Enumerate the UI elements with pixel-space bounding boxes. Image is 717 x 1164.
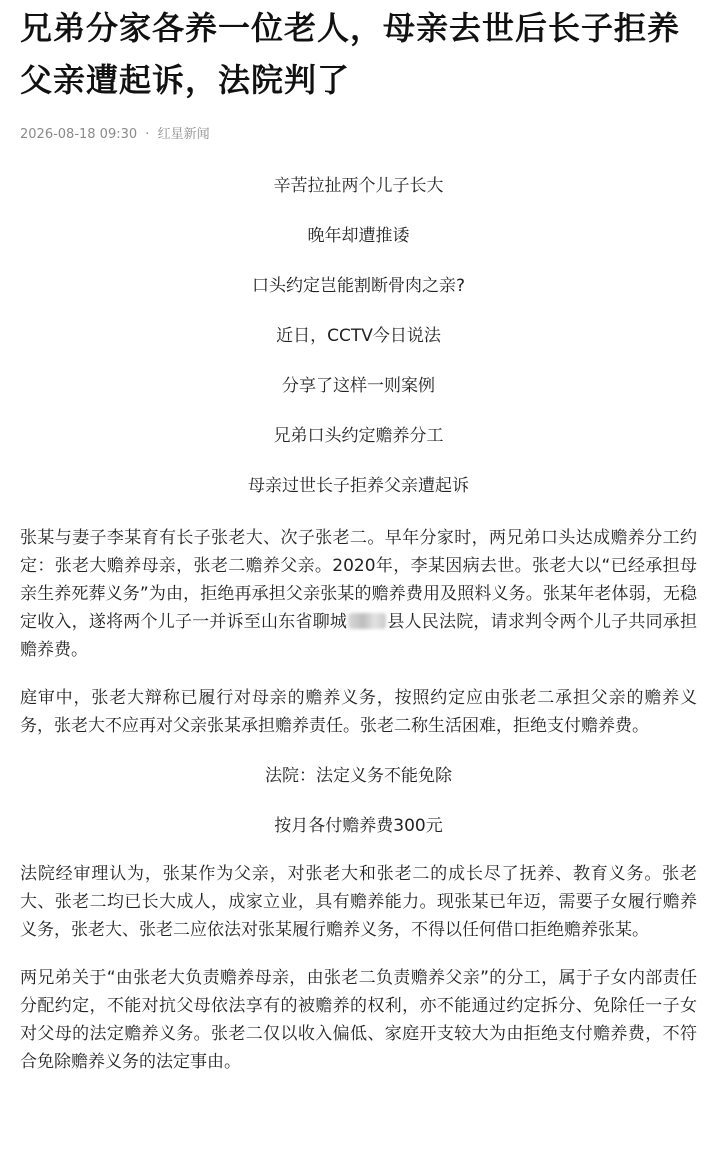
paragraph-trial: 庭审中，张老大辩称已履行对母亲的赡养义务，按照约定应由张老二承担父亲的赡养义务，张老大不应再对父亲张某承担赡养责任。张老二称生活困难，拒绝支付赡养费。 [20, 688, 697, 736]
meta-separator: · [145, 127, 150, 142]
intro-line: 分享了这样一则案例 [282, 376, 435, 396]
redacted-text [348, 613, 386, 629]
paragraph-court-opinion: 法院经审理认为，张某作为父亲，对张老大和张老二的成长尽了抚养、教育义务。张老大、张老二均已长大成人，成家立业，具有赡养能力。现张某已年迈，需要子女履行赡养义务，张老大、张老二应依法对张某履行赡养义务，不得以任何借口拒绝赡养张某。 [20, 864, 697, 940]
paragraph-text: 县人民法院，请求判令两个儿子共同承担赡养费。 [20, 612, 698, 660]
paragraph-background [20, 524, 697, 664]
intro-line: 母亲过世长子拒养父亲遭起诉 [248, 476, 469, 496]
intro-line: 辛苦拉扯两个儿子长大 [273, 176, 444, 196]
publish-date: 2026-08-18 09:30 [20, 127, 138, 142]
article-meta [20, 126, 697, 144]
paragraph-agreement-ruling: 两兄弟关于“由张老大负责赡养母亲，由张老二负责赡养父亲”的分工，属于子女内部责任分配约定，不能对抗父母依法享有的被赡养的权利，亦不能通过约定拆分、免除任一子女对父母的法定赡养义务。张老二仅以收入偏低、家庭开支较大为由拒绝支付赡养费，不符合免除赡养义务的法定事由。 [20, 968, 697, 1072]
subheading: 法院：法定义务不能免除 [265, 766, 452, 786]
intro-line: 晚年却遭推诿 [307, 226, 410, 246]
paragraph-text: 张某与妻子李某育有长子张老大、次子张老二。早年分家时，两兄弟口头达成赡养分工约定：张老大赡养母亲，张老二赡养父亲。2020年，李某因病去世。张老大以“已经承担母亲生养死葬义务”为由，拒绝再承担父亲张某的赡养费用及照料义务。张某年老体弱，无稳定收入，遂将两个儿子一并诉至山东省聊城 [20, 528, 697, 632]
intro-line: 近日，CCTV今日说法 [276, 326, 441, 346]
article-title: 兄弟分家各养一位老人，母亲去世后长子拒养父亲遭起诉，法院判了 [20, 9, 681, 99]
intro-line: 口头约定岂能割断骨肉之亲? [251, 276, 466, 296]
intro-block [20, 174, 697, 498]
intro-line: 兄弟口头约定赡养分工 [273, 426, 444, 446]
subheading-block [20, 764, 697, 838]
source-name: 红星新闻 [157, 127, 210, 142]
subheading: 按月各付赡养费300元 [274, 816, 443, 836]
